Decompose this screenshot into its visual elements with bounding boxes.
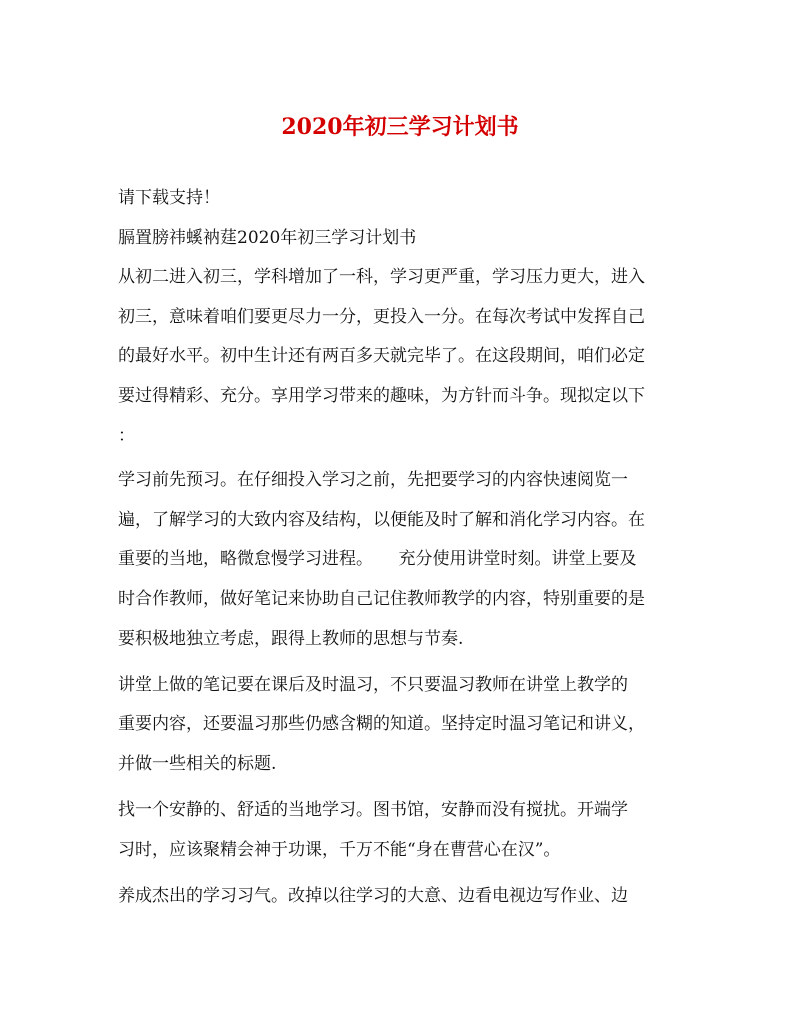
text-line: 重要的当地，略微怠慢学习进程。 充分使用讲堂时刻。讲堂上要及: [118, 549, 637, 569]
text-line: 遍，了解学习的大致内容及结构，以便能及时了解和消化学习内容。在: [118, 510, 645, 530]
text-line: 并做一些相关的标题.: [118, 754, 277, 774]
text-line: 习时，应该聚精会神于功课，千万不能“身在曹营心在汉”。: [118, 840, 561, 860]
text-line: 养成杰出的学习习气。改掉以往学习的大意、边看电视边写作业、边: [118, 886, 628, 906]
text-line: 重要内容，还要温习那些仍感含糊的知道。坚持定时温习笔记和讲义，: [118, 714, 645, 734]
text-line: 找一个安静的、舒适的当地学习。图书馆，安静而没有搅扰。开端学: [118, 800, 628, 820]
text-line: 要过得精彩、充分。享用学习带来的趣味，为方针而斗争。现拟定以下: [118, 386, 645, 406]
text-line: 讲堂上做的笔记要在课后及时温习，不只要温习教师在讲堂上教学的: [118, 675, 628, 695]
text-line: 的最好水平。初中生计还有两百多天就完毕了。在这段期间，咱们必定: [118, 346, 645, 366]
text-line: 时合作教师，做好笔记来协助自己记住教师教学的内容，特别重要的是: [118, 589, 645, 609]
text-line: 初三，意味着咱们要更尽力一分，更投入一分。在每次考试中发挥自己: [118, 307, 645, 327]
text-line: ：: [118, 426, 135, 446]
text-line: 要积极地独立考虑，跟得上教师的思想与节奏.: [118, 629, 464, 649]
text-line: 请下载支持！: [118, 188, 220, 208]
text-line: 学习前先预习。在仔细投入学习之前，先把要学习的内容快速阅览一: [118, 470, 628, 490]
text-line: 从初二进入初三，学科增加了一科，学习更严重，学习压力更大，进入: [118, 267, 645, 287]
document-title: 2020年初三学习计划书: [281, 114, 519, 140]
text-line: 膈置膀祎螇衲莛2020年初三学习计划书: [118, 228, 417, 248]
